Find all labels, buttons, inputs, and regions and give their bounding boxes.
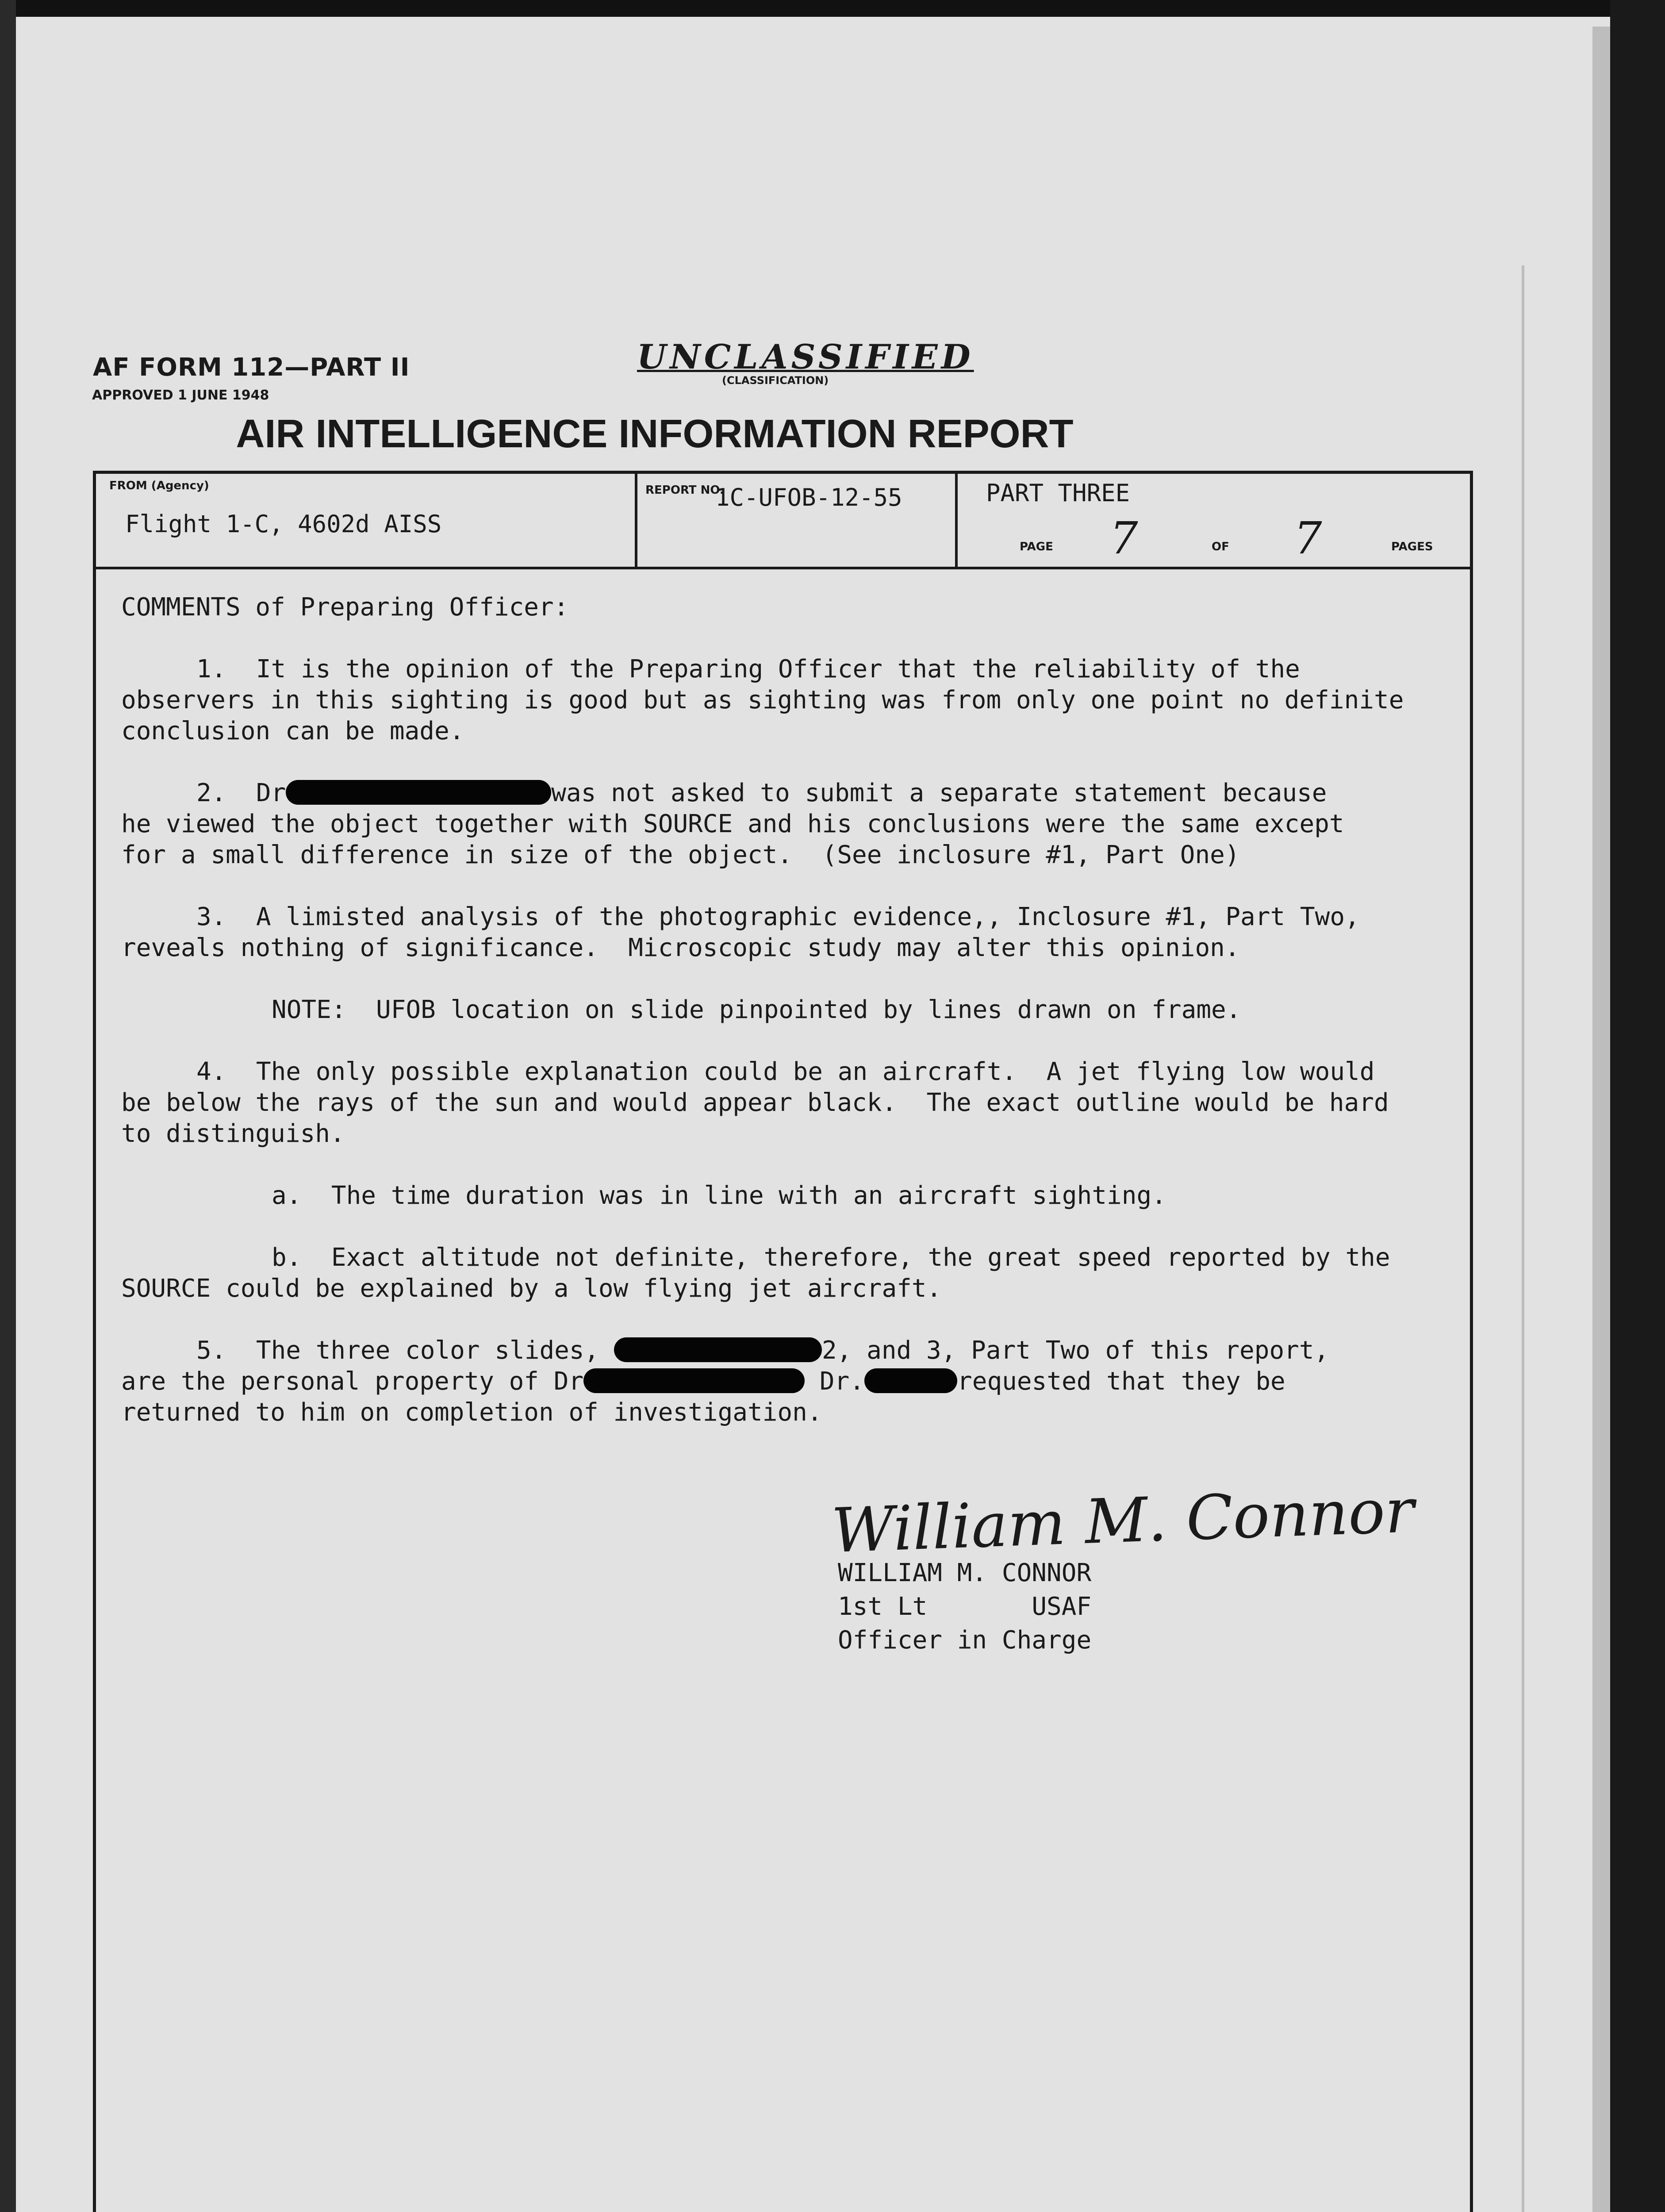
page-label: PAGE xyxy=(1020,540,1053,553)
signer-service: USAF xyxy=(1032,1592,1092,1621)
p4b-line-2: SOURCE could be explained by a low flying jet aircraft. xyxy=(121,1274,942,1303)
p4b-line-1: b. Exact altitude not definite, therefore, the great speed reported by the xyxy=(272,1243,1390,1272)
scan-border-left xyxy=(0,0,16,2212)
from-value: Flight 1-C, 4602d AISS xyxy=(125,510,442,538)
total-pages: 7 xyxy=(1294,512,1322,564)
signature-block xyxy=(838,1556,1091,1657)
p3-line-2: reveals nothing of significance. Microscopic study may alter this opinion. xyxy=(121,933,1240,962)
p1-line-3: conclusion can be made. xyxy=(121,717,464,745)
paragraph-3 xyxy=(121,902,1484,964)
paragraph-5 xyxy=(121,1335,1484,1428)
p4-line-2: be below the rays of the sun and would appear black. The exact outline would be hard xyxy=(121,1088,1389,1117)
page-number: 7 xyxy=(1110,512,1138,564)
classification-stamp-top: UNCLASSIFIED xyxy=(637,337,974,376)
report-title: AIR INTELLIGENCE INFORMATION REPORT xyxy=(236,412,1074,456)
p2-line-3: for a small difference in size of the object. (See inclosure #1, Part One) xyxy=(121,841,1240,869)
p1-line-2: observers in this sighting is good but as sighting was from only one point no definite xyxy=(121,686,1404,714)
p2-line-2: he viewed the object together with SOURCE and his conclusions were the same except xyxy=(121,810,1344,838)
p2-line-1a: 2. Dr xyxy=(196,779,286,807)
from-label: FROM (Agency) xyxy=(109,479,209,492)
report-no-label: REPORT NO. xyxy=(645,484,724,497)
p5-line-2c: requested that they be xyxy=(957,1367,1285,1396)
redaction-bar xyxy=(864,1368,957,1393)
of-label: OF xyxy=(1212,540,1229,553)
scan-border-right xyxy=(1610,0,1665,2212)
header-divider-1 xyxy=(635,474,637,567)
report-no-value: 1C-UFOB-12-55 xyxy=(715,484,902,511)
header-row xyxy=(96,474,1470,569)
p5-line-2a: are the personal property of Dr xyxy=(121,1367,584,1396)
p5-line-2b: Dr. xyxy=(805,1367,865,1396)
form-id: AF FORM 112—PART II xyxy=(93,353,410,382)
form-approved-date: APPROVED 1 JUNE 1948 xyxy=(92,388,269,403)
p5-line-3: returned to him on completion of investigation. xyxy=(121,1398,822,1427)
signer-rank: 1st Lt xyxy=(838,1592,928,1621)
pages-label: PAGES xyxy=(1391,540,1433,553)
part-value: PART THREE xyxy=(986,479,1130,507)
p4a-text: a. The time duration was in line with an aircraft sighting. xyxy=(272,1181,1166,1210)
note-text: NOTE: UFOB location on slide pinpointed by lines drawn on frame. xyxy=(272,995,1241,1024)
paragraph-4b xyxy=(121,1242,1484,1304)
p5-line-1b: 2, and 3, Part Two of this report, xyxy=(822,1336,1329,1365)
p1-line-1: 1. It is the opinion of the Preparing Officer that the reliability of the xyxy=(196,655,1300,684)
comments-heading: COMMENTS of Preparing Officer: xyxy=(121,593,569,622)
p5-line-1a: 5. The three color slides, xyxy=(196,1336,614,1365)
scan-page-edge xyxy=(1592,27,1610,2212)
p3-line-1: 3. A limisted analysis of the photographic evidence,, Inclosure #1, Part Two, xyxy=(196,902,1360,931)
redaction-bar xyxy=(583,1368,805,1393)
paragraph-4 xyxy=(121,1056,1484,1149)
header-divider-2 xyxy=(955,474,958,567)
p2-line-1b: was not asked to submit a separate statement because xyxy=(551,779,1327,807)
paragraph-2 xyxy=(121,778,1484,871)
signer-name: WILLIAM M. CONNOR xyxy=(838,1559,1092,1587)
comments-body xyxy=(121,592,1484,1459)
redaction-bar xyxy=(614,1337,822,1362)
handwritten-signature: William M. Connor xyxy=(830,1475,1416,1567)
p4-line-1: 4. The only possible explanation could be an aircraft. A jet flying low would xyxy=(196,1057,1375,1086)
paragraph-4a xyxy=(121,1180,1484,1211)
scan-border-top xyxy=(0,0,1665,17)
p4-line-3: to distinguish. xyxy=(121,1119,345,1148)
sheet-shadow xyxy=(1522,265,1524,2212)
classification-caption-top: (CLASSIFICATION) xyxy=(722,374,829,387)
paragraph-1 xyxy=(121,654,1484,747)
note-line xyxy=(121,995,1484,1025)
signer-role: Officer in Charge xyxy=(838,1626,1092,1655)
redaction-bar xyxy=(286,780,551,805)
